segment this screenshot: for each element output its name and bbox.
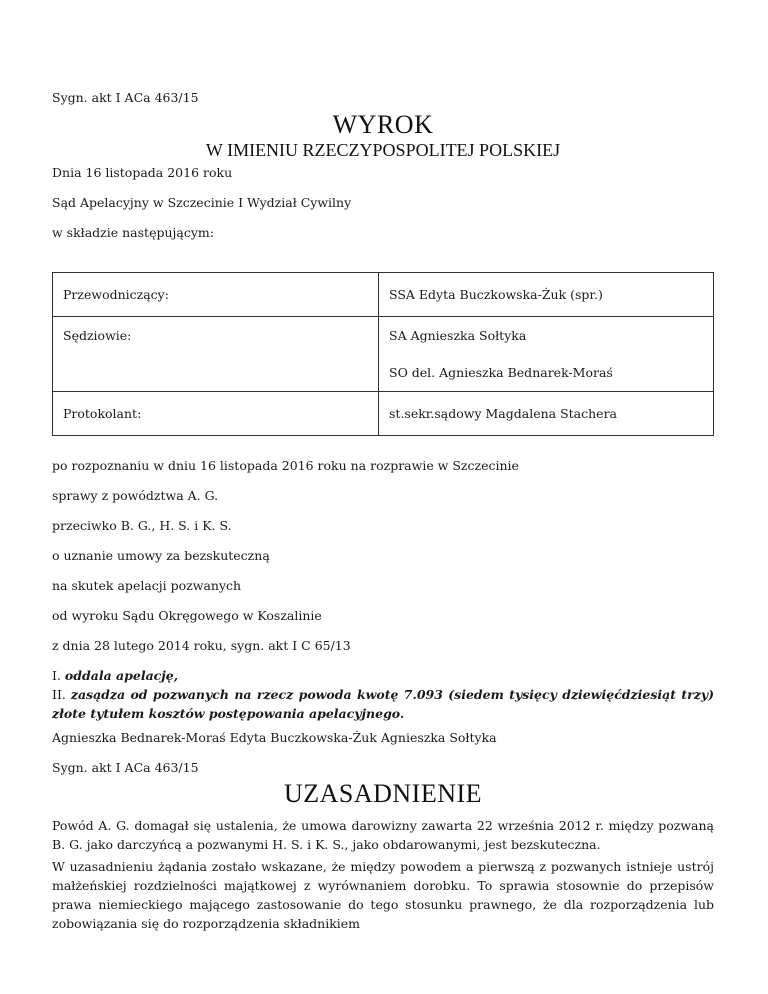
ruling-item-2 — [52, 685, 714, 723]
judges-label-cell — [53, 317, 379, 392]
judges-label: Sędziowie: — [63, 328, 132, 343]
signatures-line: Agnieszka Bednarek-Moraś Edyta Buczkowska-Żuk Agnieszka Sołtyka — [52, 730, 497, 745]
ruling-item-1-text: oddala apelację, — [64, 668, 179, 683]
proceedings-line-1: po rozpoznaniu w dniu 16 listopada 2016 roku na rozprawie w Szczecinie — [52, 458, 519, 473]
justification-paragraph-1: Powód A. G. domagał się ustalenia, że umowa darowizny zawarta 22 września 2012 r. między pozwaną B. G. jako darczyńcą a pozwanymi H. S. i K. S., jako obdarowanymi, jest bezskuteczna. — [52, 818, 714, 852]
composition-line: w składzie następującym: — [52, 225, 214, 240]
clerk-label: Protokolant: — [53, 392, 379, 436]
clerk-name: st.sekr.sądowy Magdalena Stachera — [379, 392, 714, 436]
ruling-item-2-number: II. — [52, 687, 66, 702]
proceedings-line-5: na skutek apelacji pozwanych — [52, 578, 242, 593]
case-reference: Sygn. akt I ACa 463/15 — [52, 90, 199, 105]
judge-name-1: SA Agnieszka Sołtyka — [389, 328, 527, 343]
proceedings-line-2: sprawy z powództwa A. G. — [52, 488, 219, 503]
presiding-label: Przewodniczący: — [53, 273, 379, 317]
ruling-item-1-number: I. — [52, 668, 61, 683]
date-line: Dnia 16 listopada 2016 roku — [52, 165, 233, 180]
justification-case-reference: Sygn. akt I ACa 463/15 — [52, 760, 199, 775]
judgment-subtitle: W IMIENIU RZECZYPOSPOLITEJ POLSKIEJ — [205, 140, 561, 160]
justification-paragraph-2: W uzasadnieniu żądania zostało wskazane, że między powodem a pierwszą z pozwanych istnieje ustrój małżeńskiej rozdzielności majątkowej z wyrównaniem dorobku. To sprawia stosownie do przepisów prawa niemieckiego mającego zastosowanie do tego stosunku prawnego, że dla rozporządzenia lub zobowiązania się do rozporządzenia składnikiem — [52, 859, 714, 931]
justification-title: UZASADNIENIE — [283, 779, 483, 808]
judgment-title: WYROK — [332, 110, 434, 139]
proceedings-line-3: przeciwko B. G., H. S. i K. S. — [52, 518, 232, 533]
judges-names-cell — [379, 317, 714, 392]
ruling-item-1 — [52, 668, 178, 683]
proceedings-line-6: od wyroku Sądu Okręgowego w Koszalinie — [52, 608, 322, 623]
ruling-item-2-text: zasądza od pozwanych na rzecz powoda kwotę 7.093 (siedem tysięcy dziewięćdziesiąt trzy) złote tytułem kosztów postępowania apelacyjnego. — [52, 687, 714, 721]
proceedings-line-7: z dnia 28 lutego 2014 roku, sygn. akt I C 65/13 — [52, 638, 351, 653]
presiding-name: SSA Edyta Buczkowska-Żuk (spr.) — [379, 273, 714, 317]
judge-name-2: SO del. Agnieszka Bednarek-Moraś — [389, 365, 613, 380]
proceedings-line-4: o uznanie umowy za bezskuteczną — [52, 548, 270, 563]
panel-table — [52, 272, 714, 436]
court-name: Sąd Apelacyjny w Szczecinie I Wydział Cywilny — [52, 195, 352, 210]
